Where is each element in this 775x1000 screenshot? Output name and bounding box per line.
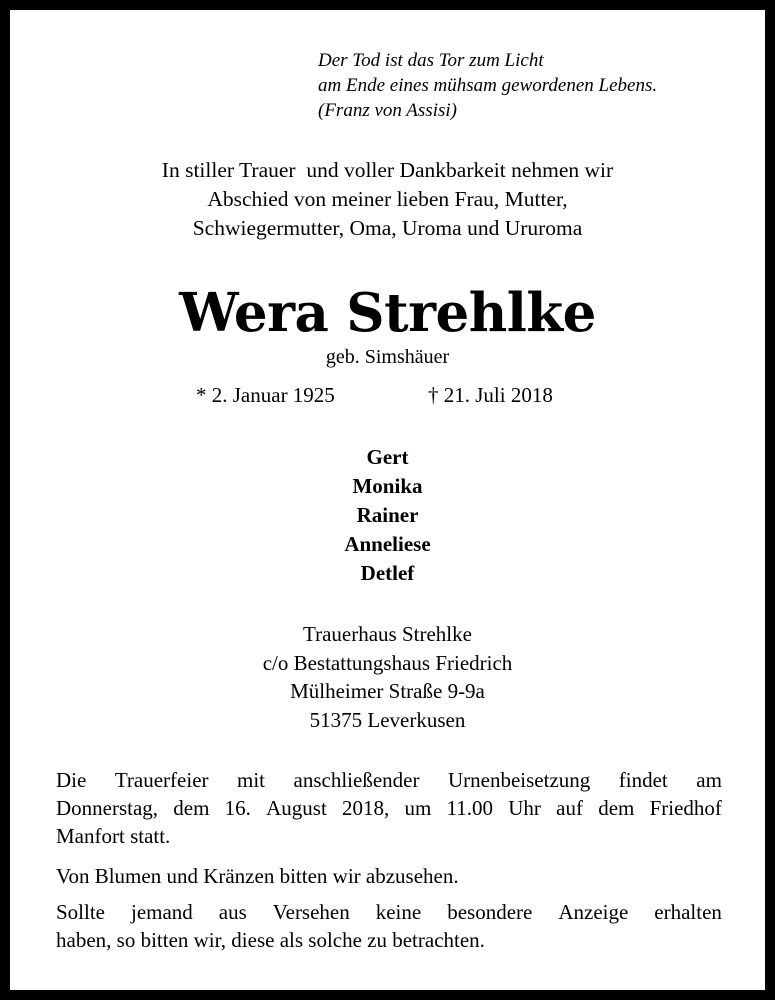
word: anschließender <box>293 768 420 792</box>
address-line: 51375 Leverkusen <box>309 707 466 732</box>
word: Urnenbeisetzung <box>447 768 591 792</box>
funeral-line: Manfort statt. <box>56 824 171 848</box>
mourner-name: Detlef <box>360 561 415 585</box>
word: Friedhof <box>649 796 722 820</box>
quote-line: Der Tod ist das Tor zum Licht <box>318 50 544 71</box>
funeral-line-justified <box>56 766 722 794</box>
word: um <box>404 796 432 820</box>
intro-line: Schwiegermutter, Oma, Uroma und Ururoma <box>192 216 583 240</box>
word: keine <box>375 900 422 924</box>
apology-line-justified <box>56 898 722 926</box>
word: August <box>266 796 327 820</box>
word: Anzeige <box>558 900 629 924</box>
address-line: Mülheimer Straße 9-9a <box>290 679 485 703</box>
word: dem <box>173 796 210 820</box>
word: erhalten <box>654 900 722 924</box>
funeral-line-justified <box>56 794 722 822</box>
word: findet <box>618 768 668 792</box>
word: Trauerfeier <box>114 768 209 792</box>
word: Donnerstag, <box>56 796 159 820</box>
word: dem <box>598 796 635 820</box>
word: Sollte <box>56 900 106 924</box>
word: 11.00 <box>446 796 494 820</box>
word: auf <box>556 796 583 820</box>
mourner-name: Rainer <box>356 503 419 527</box>
flowers-notice <box>56 862 722 890</box>
mourner-name: Gert <box>366 445 409 469</box>
mourners-list <box>40 443 735 588</box>
quote-block <box>318 48 738 123</box>
apology-notice <box>56 898 722 954</box>
word: mit <box>237 768 266 792</box>
word: Uhr <box>508 796 541 820</box>
flowers-line: Von Blumen und Kränzen bitten wir abzusehen. <box>56 864 459 888</box>
mourner-name: Anneliese <box>344 532 431 556</box>
word: besondere <box>447 900 533 924</box>
word: 2018, <box>342 796 390 820</box>
death-date: † 21. Juli 2018 <box>428 383 553 407</box>
word: Versehen <box>272 900 350 924</box>
word: am <box>696 768 722 792</box>
birth-date: * 2. Januar 1925 <box>196 383 335 407</box>
deceased-name: Wera Strehlke <box>179 282 596 344</box>
word: jemand <box>131 900 193 924</box>
intro-line: In stiller Trauer und voller Dankbarkeit nehmen wir <box>161 158 614 182</box>
word: Die <box>56 768 87 792</box>
mourning-address <box>40 620 735 734</box>
word: 16. <box>224 796 251 820</box>
funeral-notice <box>56 766 722 850</box>
intro-line: Abschied von meiner lieben Frau, Mutter, <box>207 187 568 211</box>
quote-line: am Ende eines mühsam gewordenen Lebens. <box>318 75 658 96</box>
address-line: c/o Bestattungshaus Friedrich <box>262 650 513 675</box>
apology-line: haben, so bitten wir, diese als solche zu betrachten. <box>56 928 485 952</box>
word: aus <box>218 900 247 924</box>
mourner-name: Monika <box>352 474 423 498</box>
birth-name: geb. Simshäuer <box>325 346 450 368</box>
quote-author: (Franz von Assisi) <box>318 100 457 121</box>
address-line: Trauerhaus Strehlke <box>303 622 472 646</box>
intro-text <box>40 156 735 243</box>
